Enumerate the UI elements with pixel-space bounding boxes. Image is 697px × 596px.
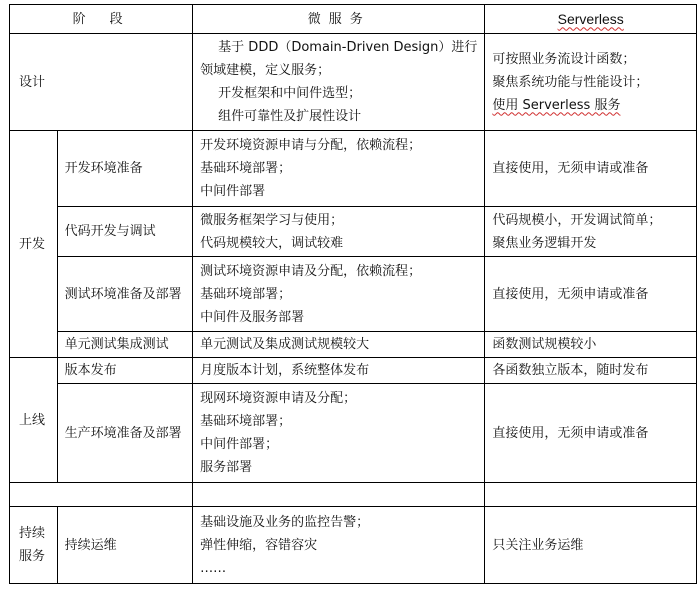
empty-stage-cell <box>10 483 193 507</box>
table-row-dev-test-env <box>10 257 697 332</box>
stage-dev-test-env: 测试环境准备及部署 <box>57 257 193 332</box>
dev-code-ms-line-2: 代码规模较大，调试较难 <box>200 235 344 251</box>
phase-design: 设计 <box>10 34 193 131</box>
design-sl-line-1: 可按照业务流设计函数； <box>492 51 636 67</box>
phase-dev: 开发 <box>10 131 58 358</box>
release-prod-ms-line-2: 基础环境部署； <box>200 414 292 429</box>
ops-microservice-cell <box>193 507 485 584</box>
empty-serverless-cell <box>485 483 697 507</box>
design-ms-line-2: 领域建模，定义服务； <box>200 63 331 78</box>
design-serverless-cell <box>485 34 697 131</box>
table-row-design <box>10 34 697 131</box>
dev-code-sl-line-2: 聚焦业务逻辑开发 <box>492 235 597 251</box>
stage-ops: 持续运维 <box>57 507 193 584</box>
dev-test-env-microservice-cell <box>193 257 485 332</box>
table-row-release-prod <box>10 384 697 483</box>
release-prod-ms-line-4: 服务部署 <box>200 460 253 475</box>
design-microservice-cell <box>193 34 485 131</box>
dev-test-env-serverless-cell: 直接使用，无须申请或准备 <box>485 257 697 332</box>
dev-unit-microservice-cell: 单元测试及集成测试规模较大 <box>193 332 485 358</box>
design-ms-line-1: 基于 DDD（Domain-Driven Design）进行 <box>218 40 478 55</box>
dev-unit-serverless-cell: 函数测试规模较小 <box>485 332 697 358</box>
dev-env-ms-line-3: 中间件部署 <box>200 184 266 199</box>
table-row-release-version <box>10 358 697 384</box>
stage-dev-unit: 单元测试集成测试 <box>57 332 193 358</box>
release-prod-serverless-cell: 直接使用，无须申请或准备 <box>485 384 697 483</box>
design-sl-line-2: 聚焦系统功能与性能设计； <box>492 74 649 90</box>
table-row-dev-unit <box>10 332 697 358</box>
comparison-table <box>9 4 697 584</box>
design-ms-line-4: 组件可靠性及扩展性设计 <box>218 109 362 124</box>
ops-ms-line-2: 弹性伸缩，容错容灾 <box>200 537 318 553</box>
header-microservice: 微服务 <box>193 5 485 34</box>
dev-code-ms-line-1: 微服务框架学习与使用； <box>200 212 344 228</box>
ops-ms-line-1: 基础设施及业务的监控告警； <box>200 514 370 530</box>
dev-test-env-ms-line-1: 测试环境资源申请及分配，依赖流程； <box>200 263 422 279</box>
header-serverless-label: Serverless <box>557 10 624 27</box>
dev-env-serverless-cell: 直接使用，无须申请或准备 <box>485 131 697 207</box>
table-row-dev-code <box>10 207 697 257</box>
design-sl-line-3: 使用 Serverless 服务 <box>492 97 621 113</box>
stage-release-version: 版本发布 <box>57 358 193 384</box>
table-row-dev-env <box>10 131 697 207</box>
phase-release: 上线 <box>10 358 58 483</box>
dev-env-microservice-cell <box>193 131 485 207</box>
ops-serverless-cell: 只关注业务运维 <box>485 507 697 584</box>
phase-ops-line-1: 持续 <box>19 526 46 541</box>
release-prod-ms-line-3: 中间件部署； <box>200 437 279 452</box>
ops-ms-line-3: …… <box>200 560 227 576</box>
release-prod-microservice-cell <box>193 384 485 483</box>
phase-ops <box>10 507 58 584</box>
table-row-empty <box>10 483 697 507</box>
dev-code-sl-line-1: 代码规模小，开发调试简单； <box>492 212 662 228</box>
dev-test-env-ms-line-3: 中间件及服务部署 <box>200 309 305 325</box>
dev-env-ms-line-2: 基础环境部署； <box>200 161 292 176</box>
stage-release-prod: 生产环境准备及部署 <box>57 384 193 483</box>
stage-dev-code: 代码开发与调试 <box>57 207 193 257</box>
dev-code-serverless-cell <box>485 207 697 257</box>
header-stage: 阶段 <box>10 5 193 34</box>
release-version-serverless-cell: 各函数独立版本，随时发布 <box>485 358 697 384</box>
dev-test-env-ms-line-2: 基础环境部署； <box>200 286 292 302</box>
header-serverless <box>485 5 697 34</box>
release-version-microservice-cell: 月度版本计划，系统整体发布 <box>193 358 485 384</box>
phase-ops-line-2: 服务 <box>19 549 46 564</box>
dev-code-microservice-cell <box>193 207 485 257</box>
release-prod-ms-line-1: 现网环境资源申请及分配； <box>200 391 357 406</box>
dev-env-ms-line-1: 开发环境资源申请与分配，依赖流程； <box>200 138 422 153</box>
design-ms-line-3: 开发框架和中间件选型； <box>218 86 362 101</box>
table-row-ops <box>10 507 697 584</box>
empty-microservice-cell <box>193 483 485 507</box>
header-row <box>10 5 697 34</box>
stage-dev-env: 开发环境准备 <box>57 131 193 207</box>
